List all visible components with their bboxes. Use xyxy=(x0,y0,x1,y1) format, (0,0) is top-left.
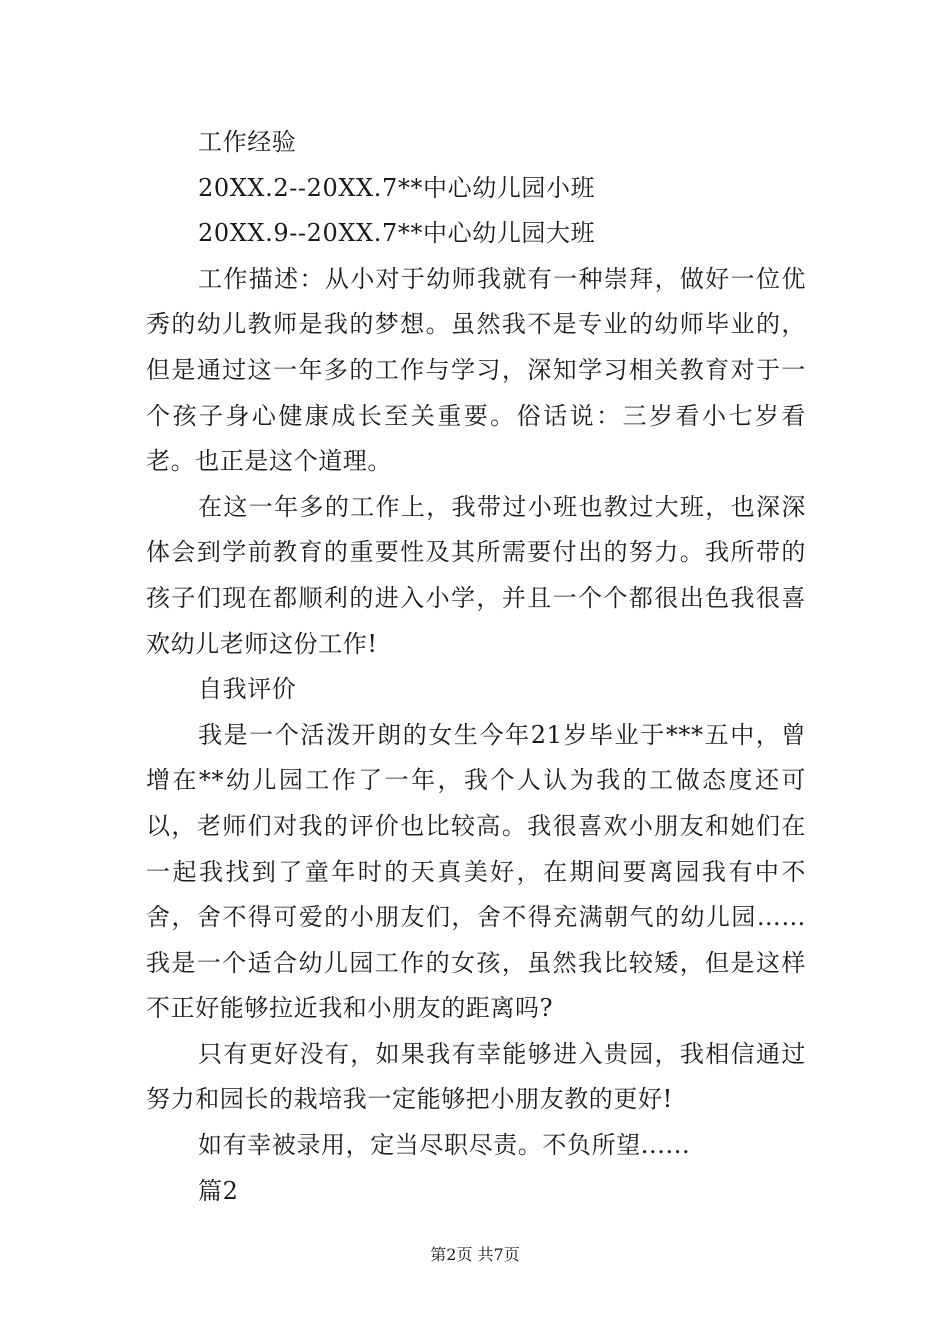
self-evaluation-paragraph: 我是一个活泼开朗的女生今年21岁毕业于***五中，曾增在**幼儿园工作了一年，我个人认为我的工做态度还可以，老师们对我的评价也比较高。我很喜欢小朋友和她们在一起我找到了童年时的天真美好，在期间要离园我有中不舍，舍不得可爱的小朋友们，舍不得充满朝气的幼儿园……我是一个适合幼儿园工作的女孩，虽然我比较矮，但是这样不正好能够拉近我和小朋友的距离吗? xyxy=(146,720,806,1023)
section-heading-self-evaluation: 自我评价 xyxy=(198,675,297,704)
work-description-paragraph: 工作描述：从小对于幼师我就有一种崇拜，做好一位优秀的幼儿教师是我的梦想。虽然我不是专业的幼师毕业的，但是通过这一年多的工作与学习，深知学习相关教育对于一个孩子身心健康成长至关重要。俗话说：三岁看小七岁看老。也正是这个道理。 xyxy=(146,264,806,476)
closing-paragraph: 只有更好没有，如果我有幸能够进入贵园，我相信通过努力和园长的栽培我一定能够把小朋友教的更好! xyxy=(146,1039,806,1114)
document-body xyxy=(146,120,806,1214)
work-experience-paragraph: 在这一年多的工作上，我带过小班也教过大班，也深深体会到学前教育的重要性及其所需要付出的努力。我所带的孩子们现在都顺利的进入小学，并且一个个都很出色我很喜欢幼儿老师这份工作! xyxy=(146,492,806,658)
work-entry-1: 20XX.2--20XX.7**中心幼儿园小班 xyxy=(198,173,596,202)
closing-remark: 如有幸被录用，定当尽职尽责。不负所望...... xyxy=(198,1131,691,1160)
page-number-footer: 第2页 共7页 xyxy=(430,1245,520,1264)
section-label-part-2: 篇2 xyxy=(198,1176,239,1205)
section-heading-work-experience: 工作经验 xyxy=(198,128,297,156)
work-entry-2: 20XX.9--20XX.7**中心幼儿园大班 xyxy=(198,219,596,248)
